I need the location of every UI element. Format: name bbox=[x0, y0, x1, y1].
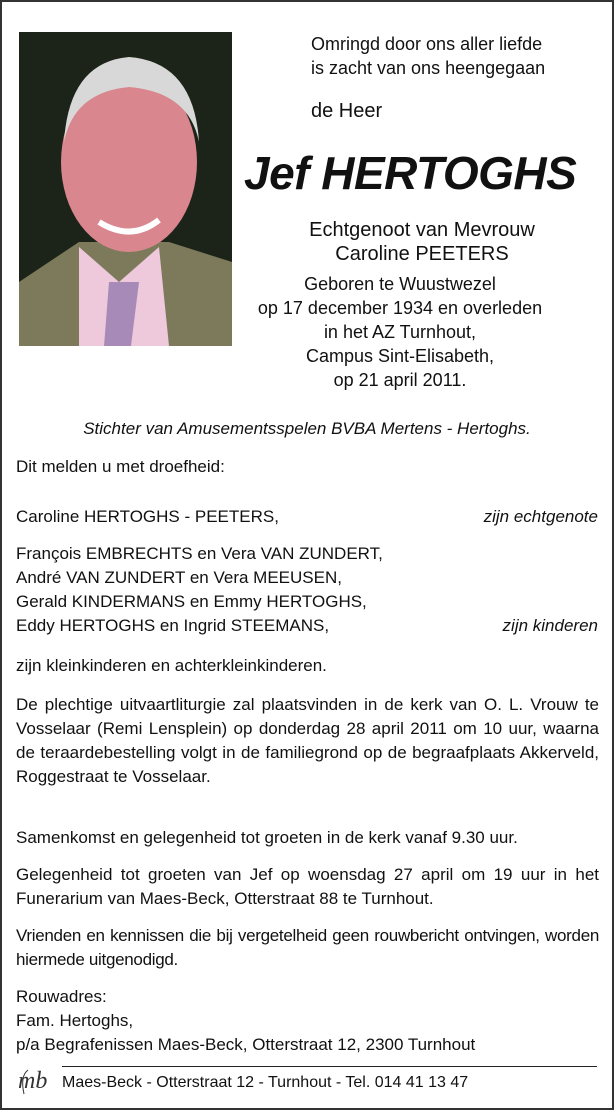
address-line: p/a Begrafenissen Maes-Beck, Otterstraat 12, 2300 Turnhout bbox=[16, 1035, 476, 1054]
birth-line: Geboren te Wuustwezel bbox=[304, 274, 496, 294]
child-line: Gerald KINDERMANS en Emmy HERTOGHS, bbox=[16, 592, 367, 611]
child-line: Eddy HERTOGHS en Ingrid STEEMANS, bbox=[16, 616, 330, 635]
birth-line: op 21 april 2011. bbox=[333, 370, 467, 390]
spouse-line: Caroline PEETERS bbox=[335, 243, 509, 265]
intro-line: Omringd door ons aller liefde bbox=[311, 34, 543, 54]
birth-line: in het AZ Turnhout, bbox=[323, 322, 477, 342]
children-role: zijn kinderen bbox=[502, 616, 598, 635]
address-line: Rouwadres: bbox=[16, 987, 107, 1006]
footer-contact: Maes-Beck - Otterstraat 12 - Turnhout - Tel. 014 41 13 47 bbox=[62, 1074, 469, 1091]
wife-name: Caroline HERTOGHS - PEETERS, bbox=[16, 507, 279, 526]
grandchildren-line: zijn kleinkinderen en achterkleinkinderen. bbox=[16, 656, 327, 675]
deceased-name: Jef HERTOGHS bbox=[244, 147, 577, 199]
birth-death-block bbox=[240, 272, 560, 392]
founder-line: Stichter van Amusementsspelen BVBA Mertens - Hertoghs. bbox=[83, 419, 531, 438]
wife-role: zijn echtgenote bbox=[483, 507, 598, 526]
gathering-paragraph: Samenkomst en gelegenheid tot groeten in de kerk vanaf 9.30 uur. bbox=[16, 828, 518, 847]
portrait-photo bbox=[19, 32, 232, 346]
funeral-home-logo bbox=[16, 1066, 60, 1103]
funeral-paragraph: De plechtige uitvaartliturgie zal plaatsvinden in de kerk van O. L. Vrouw te Vosselaar (Remi Lensplein) op donderdag 28 april 2011 om 10 uur, waarna de teraardebestelling volgt in de familiegrond op de begraafplaats Akkerveld, Roggestraat te Vosselaar. bbox=[16, 695, 599, 786]
address-line: Fam. Hertoghs, bbox=[16, 1011, 134, 1030]
intro-line: is zacht van ons heengegaan bbox=[311, 58, 546, 78]
announcement: Dit melden u met droefheid: bbox=[16, 457, 225, 476]
spouse-block bbox=[244, 218, 600, 266]
invitation-paragraph: Vrienden en kennissen die bij vergetelheid geen rouwbericht ontvingen, worden hiermede uitgenodigd. bbox=[16, 926, 599, 969]
intro-text bbox=[311, 32, 545, 80]
spouse-line: Echtgenoot van Mevrouw bbox=[309, 219, 535, 241]
address-block bbox=[16, 985, 475, 1057]
birth-line: op 17 december 1934 en overleden bbox=[257, 298, 543, 318]
child-line: François EMBRECHTS en Vera VAN ZUNDERT, bbox=[16, 544, 383, 563]
birth-line: Campus Sint-Elisabeth, bbox=[305, 346, 495, 366]
salutation: de Heer bbox=[311, 100, 383, 122]
visitation-paragraph: Gelegenheid tot groeten van Jef op woensdag 27 april om 19 uur in het Funerarium van Maes-Beck, Otterstraat 88 te Turnhout. bbox=[16, 865, 599, 908]
footer-divider bbox=[62, 1066, 597, 1067]
svg-text:mb: mb bbox=[18, 1068, 48, 1094]
child-line: André VAN ZUNDERT en Vera MEEUSEN, bbox=[16, 568, 342, 587]
children-list bbox=[16, 542, 383, 638]
